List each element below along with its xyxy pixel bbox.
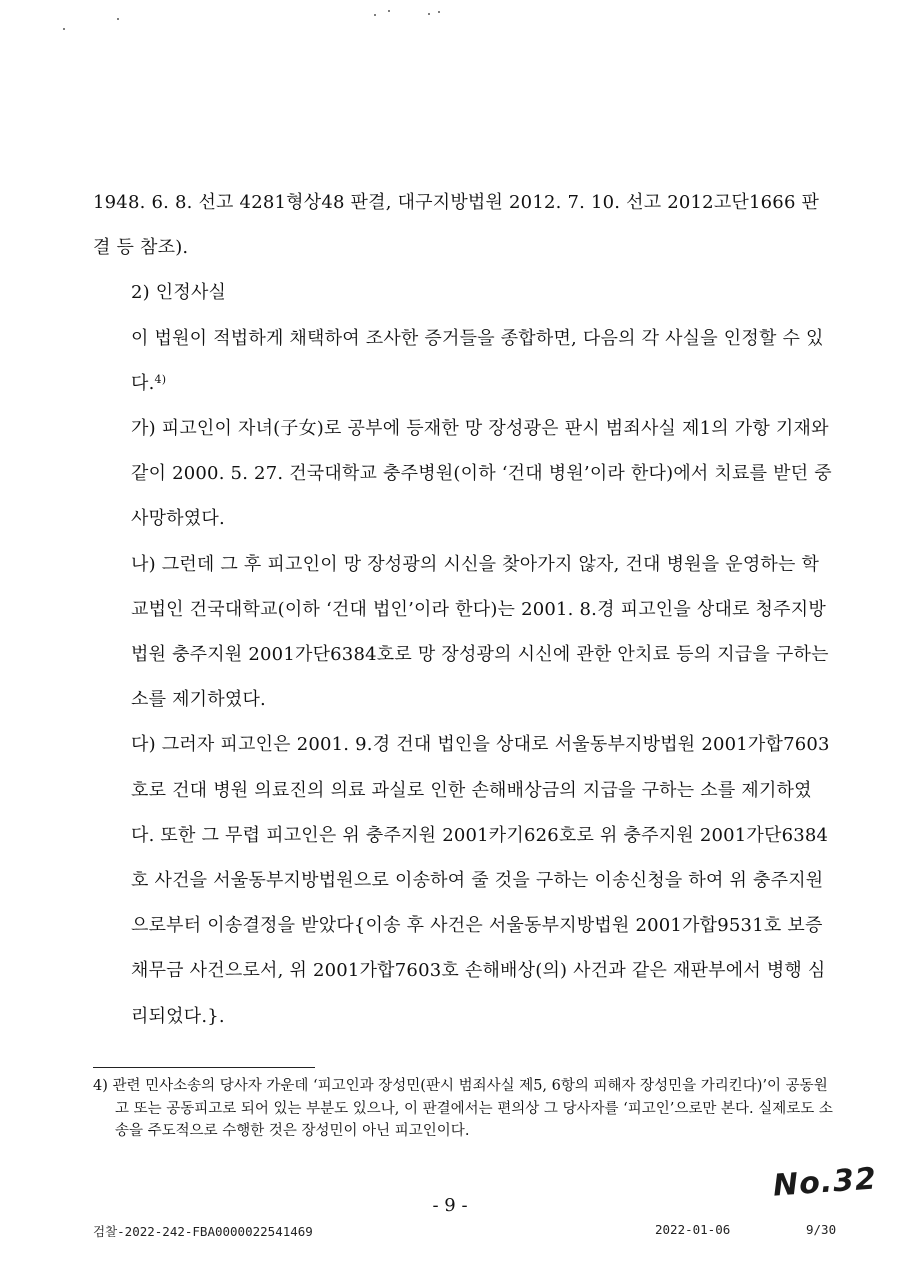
paragraph-citation-continuation: 1948. 6. 8. 선고 4281형상48 판결, 대구지방법원 2012. 7. 10. 선고 2012고단1666 판결 등 참조). — [93, 192, 820, 259]
footnote — [93, 1075, 835, 1143]
document-body — [93, 180, 835, 1039]
page-number: - 9 - — [432, 1195, 468, 1216]
paragraph-da: 다) 그러자 피고인은 2001. 9.경 건대 법인을 상대로 서울동부지방법원 2001가합7603호로 건대 병원 의료진의 의료 과실로 인한 손해배상금의 지급을 구하는 소를 제기하였다. 또한 그 무렵 피고인은 위 충주지원 2001카기626호로 위 충주지원 2001가단6384호 사건을 서울동부지방법원으로 이송하여 줄 것을 구하는 이송신청을 하여 위 충주지원으로부터 이송결정을 받았다{이송 후 사건은 서울동부지방법원 2001가합9531호 보증채무금 사건으로서, 위 2001가합7603호 손해배상(의) 사건과 같은 재판부에서 병행 심리되었다.}. — [131, 734, 830, 1027]
footnote-divider — [93, 1067, 315, 1068]
document-date: 2022-01-06 — [655, 1222, 731, 1237]
document-page-count: 9/30 — [806, 1222, 837, 1237]
section-heading: 2) 인정사실 — [131, 282, 227, 304]
footnote-reference: 4) — [154, 372, 167, 386]
paragraph-intro — [93, 316, 835, 406]
paragraph-intro-text: 이 법원이 적법하게 채택하여 조사한 증거들을 종합하면, 다음의 각 사실을 인정할 수 있다. — [131, 327, 824, 394]
handwritten-page-stamp: No.32 — [771, 1161, 878, 1204]
paragraph-ga: 가) 피고인이 자녀(子女)로 공부에 등재한 망 장성광은 판시 범죄사실 제1의 가항 기재와 같이 2000. 5. 27. 건국대학교 충주병원(이하 ‘건대 병원’이라 한다)에서 치료를 받던 중 사망하였다. — [131, 418, 832, 530]
footnote-text: 4) 관련 민사소송의 당사자 가운데 ‘피고인과 장성민(판시 범죄사실 제5, 6항의 피해자 장성민을 가리킨다)’이 공동원고 또는 공동피고로 되어 있는 부분도 있으나, 이 판결에서는 편의상 그 당사자를 ‘피고인’으로만 본다. 실제로도 소송을 주도적으로 수행한 것은 장성민이 아닌 피고인이다. — [93, 1078, 833, 1139]
document-id: 검찰-2022-242-FBA0000022541469 — [93, 1224, 313, 1239]
paragraph-na: 나) 그런데 그 후 피고인이 망 장성광의 시신을 찾아가지 않자, 건대 병원을 운영하는 학교법인 건국대학교(이하 ‘건대 법인’이라 한다)는 2001. 8.경 피고인을 상대로 청주지방법원 충주지원 2001가단6384호로 망 장성광의 시신에 관한 안치료 등의 지급을 구하는 소를 제기하였다. — [131, 553, 829, 711]
